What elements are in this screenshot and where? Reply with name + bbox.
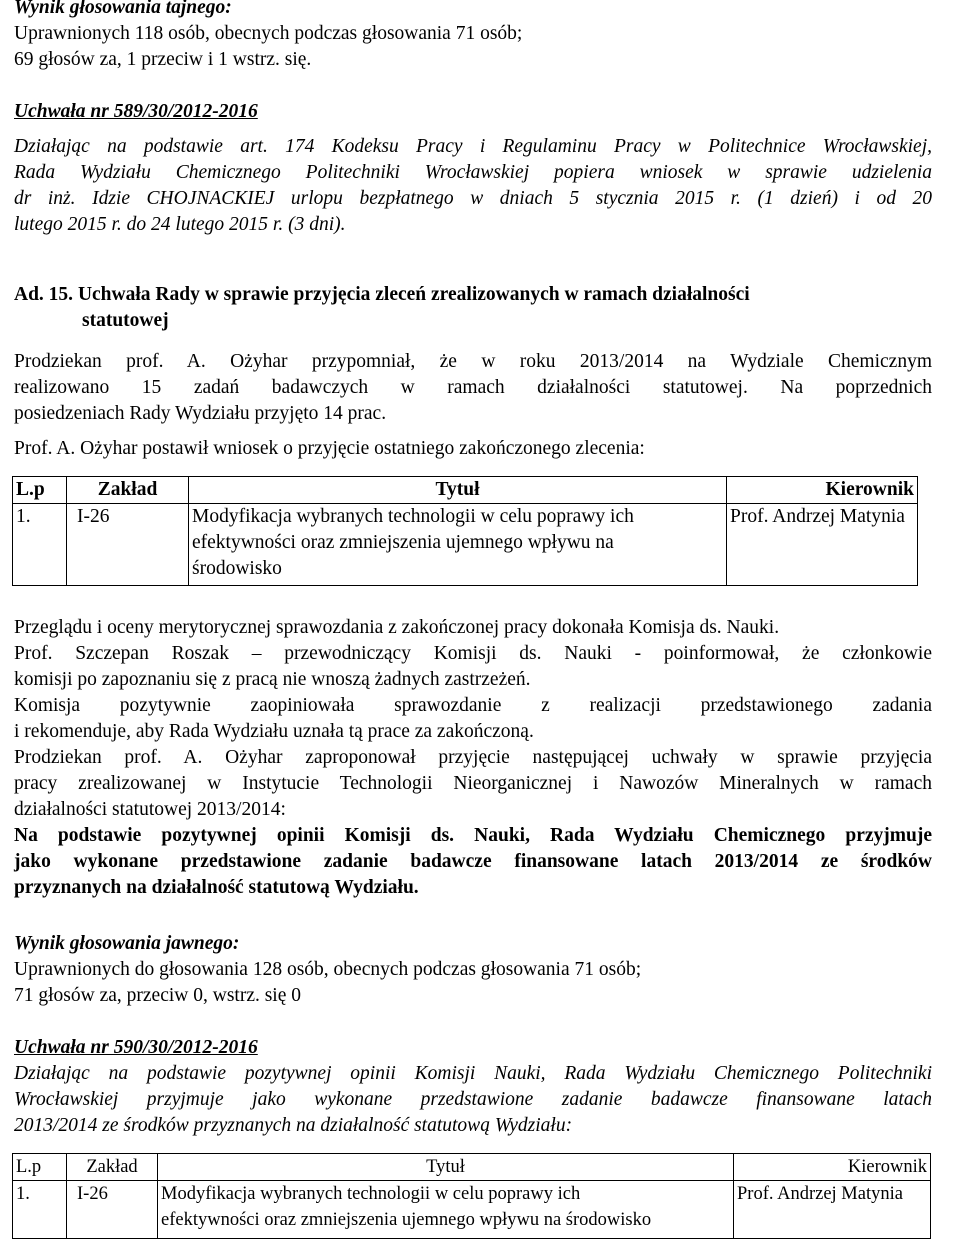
cell-lp: 1. [13, 504, 67, 586]
resolution-proposal: Na podstawie pozytywnej opinii Komisji ds. Nauki, Rada Wydziału Chemicznego przyjmuje [14, 825, 932, 846]
col-header-title: Tytuł [189, 477, 727, 504]
cell-title-line: Modyfikacja wybranych technologii w celu poprawy ich [192, 506, 634, 527]
open-vote-section [14, 931, 932, 1009]
cell-title-line: środowisko [192, 558, 282, 579]
agenda-paragraph: posiedzeniach Rady Wydziału przyjęto 14 prac. [14, 403, 387, 424]
open-vote-line: Uprawnionych do głosowania 128 osób, obecnych podczas głosowania 71 osób; [14, 959, 642, 980]
resolution-590-title: Uchwała nr 590/30/2012-2016 [14, 1037, 258, 1058]
resolution-590-text: Działając na podstawie pozytywnej opinii Komisji Nauki, Rada Wydziału Chemicznego Politechniki [14, 1063, 932, 1084]
review-line: działalności statutowej 2013/2014: [14, 799, 286, 820]
resolution-589-text: Działając na podstawie art. 174 Kodeksu Pracy i Regulaminu Pracy w Politechnice Wrocławskiej, [14, 136, 932, 157]
agenda-item-title-cont: statutowej [82, 310, 169, 331]
secret-vote-line: 69 głosów za, 1 przeciw i 1 wstrz. się. [14, 49, 312, 70]
cell-title-line: efektywności oraz zmniejszenia ujemnego wpływu na środowisko [161, 1210, 652, 1230]
col-header-unit: Zakład [67, 477, 189, 504]
col-header-lp: L.p [13, 1154, 67, 1181]
table-row [13, 504, 918, 586]
review-section [14, 615, 932, 901]
cell-lp: 1. [13, 1181, 67, 1239]
cell-manager: Prof. Andrzej Matynia [727, 504, 918, 586]
resolution-589-text: dr inż. Idzie CHOJNACKIEJ urlopu bezpłatnego w dniach 5 stycznia 2015 r. (1 dzień) i od 20 [14, 188, 932, 209]
secret-vote-heading: Wynik głosowania tajnego: [14, 0, 232, 18]
table-row [13, 1181, 931, 1239]
resolution-590 [14, 1035, 932, 1139]
cell-unit: I-26 [67, 1181, 158, 1239]
resolution-589-title: Uchwała nr 589/30/2012-2016 [14, 101, 258, 122]
agenda-item-15 [14, 282, 932, 462]
cell-title-line: Modyfikacja wybranych technologii w celu poprawy ich [161, 1184, 581, 1204]
agenda-paragraph: Prodziekan prof. A. Ożyhar przypomniał, że w roku 2013/2014 na Wydziale Chemicznym [14, 351, 932, 372]
agenda-item-number: Ad. 15. [14, 284, 74, 305]
agenda-paragraph: realizowano 15 zadań badawczych w ramach działalności statutowej. Na poprzednich [14, 377, 932, 398]
resolution-589 [14, 99, 932, 238]
agenda-paragraph: Prof. A. Ożyhar postawił wniosek o przyjęcie ostatniego zakończonego zlecenia: [14, 438, 645, 459]
review-line: Prof. Szczepan Roszak – przewodniczący Komisji ds. Nauki - poinformował, że członkowie [14, 643, 932, 664]
table-header-row [13, 477, 918, 504]
works-table-2 [12, 1153, 931, 1239]
col-header-lp: L.p [13, 477, 67, 504]
col-header-title: Tytuł [158, 1154, 734, 1181]
agenda-item-heading [14, 282, 932, 308]
col-header-manager: Kierownik [727, 477, 918, 504]
cell-title-line: efektywności oraz zmniejszenia ujemnego wpływu na [192, 532, 614, 553]
resolution-590-text: Wrocławskiej przyjmuje jako wykonane przedstawione zadanie badawcze finansowane latach [14, 1089, 932, 1110]
resolution-589-text: Rada Wydziału Chemicznego Politechniki Wrocławskiej popiera wniosek w sprawie udzielenia [14, 162, 932, 183]
review-line: komisji po zapoznaniu się z pracą nie wnoszą żadnych zastrzeżeń. [14, 669, 531, 690]
cell-manager: Prof. Andrzej Matynia [734, 1181, 931, 1239]
resolution-proposal: jako wykonane przedstawione zadanie badawcze finansowane latach 2013/2014 ze środków [14, 851, 932, 872]
cell-unit: I-26 [67, 504, 189, 586]
review-line: i rekomenduje, aby Rada Wydziału uznała tą prace za zakończoną. [14, 721, 534, 742]
review-line: Prodziekan prof. A. Ożyhar zaproponował przyjęcie następującej uchwały w sprawie przyjęcia [14, 747, 932, 768]
resolution-590-text: 2013/2014 ze środków przyznanych na działalność statutową Wydziału: [14, 1115, 573, 1136]
secret-vote-line: Uprawnionych 118 osób, obecnych podczas głosowania 71 osób; [14, 23, 523, 44]
works-table-1 [12, 476, 918, 586]
secret-vote-section [14, 0, 932, 73]
col-header-manager: Kierownik [734, 1154, 931, 1181]
table-header-row [13, 1154, 931, 1181]
open-vote-line: 71 głosów za, przeciw 0, wstrz. się 0 [14, 985, 302, 1006]
resolution-589-text: lutego 2015 r. do 24 lutego 2015 r. (3 dni). [14, 214, 346, 235]
open-vote-heading: Wynik głosowania jawnego: [14, 933, 240, 954]
review-line: Przeglądu i oceny merytorycznej sprawozdania z zakończonej pracy dokonała Komisja ds. Nauki. [14, 617, 780, 638]
review-line: Komisja pozytywnie zaopiniowała sprawozdanie z realizacji przedstawionego zadania [14, 695, 932, 716]
cell-title [158, 1181, 734, 1239]
resolution-proposal: przyznanych na działalność statutową Wydziału. [14, 877, 419, 898]
col-header-unit: Zakład [67, 1154, 158, 1181]
review-line: pracy zrealizowanej w Instytucie Technologii Nieorganicznej i Nawozów Mineralnych w ramach [14, 773, 932, 794]
cell-title [189, 504, 727, 586]
agenda-item-title: Uchwała Rady w sprawie przyjęcia zleceń zrealizowanych w ramach działalności [77, 284, 750, 305]
